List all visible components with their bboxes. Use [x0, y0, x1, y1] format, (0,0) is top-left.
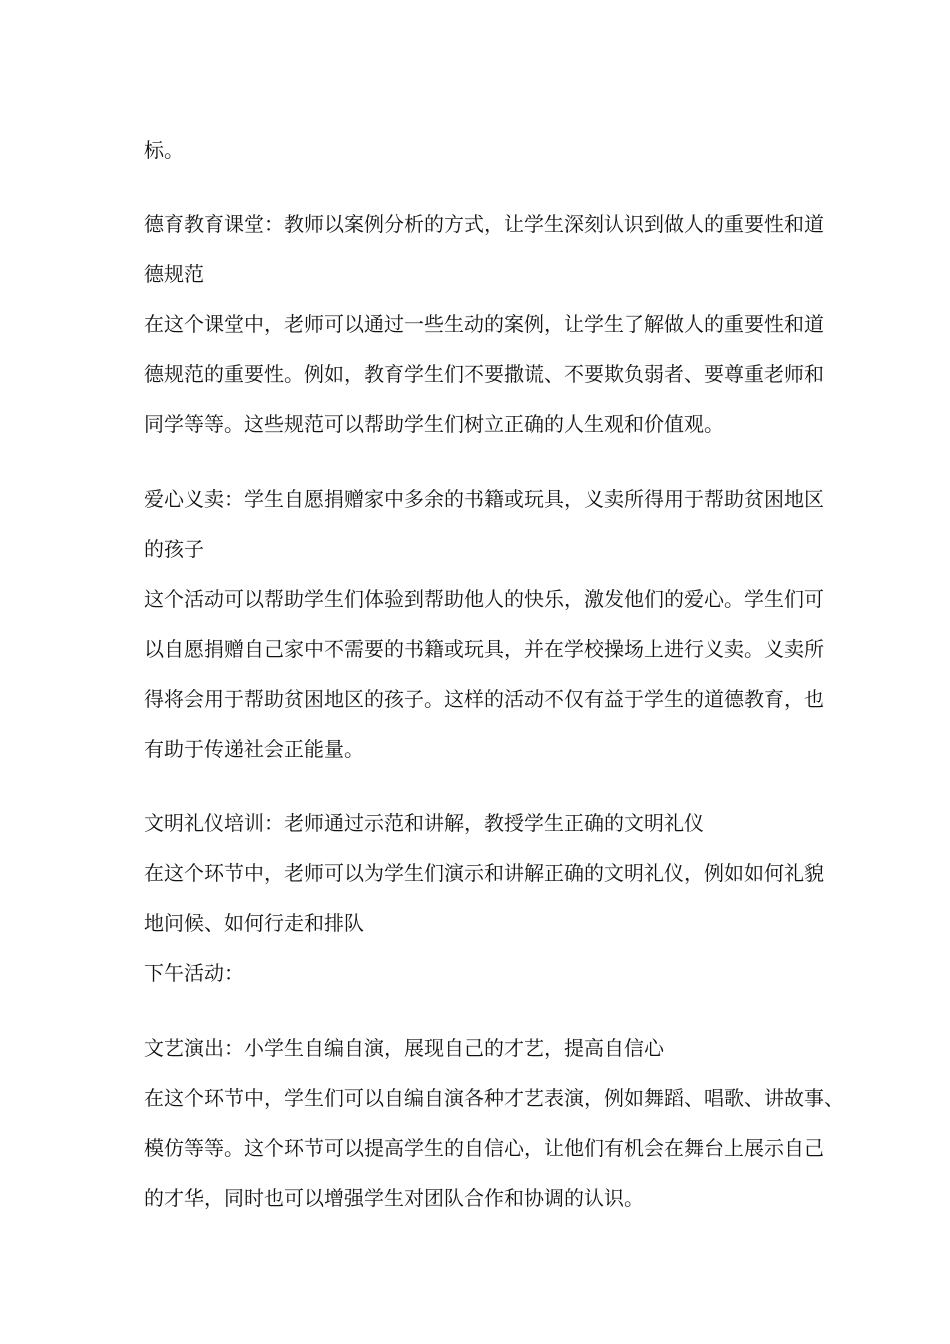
text-line: 在这个环节中，老师可以为学生们演示和讲解正确的文明礼仪，例如如何礼貌 — [144, 861, 824, 885]
text-line: 这个活动可以帮助学生们体验到帮助他人的快乐，激发他们的爱心。学生们可 — [144, 587, 824, 611]
text-line: 在这个课堂中，老师可以通过一些生动的案例，让学生了解做人的重要性和道 — [144, 312, 824, 336]
section-heading: 的孩子 — [144, 537, 204, 561]
section-heading: 文明礼仪培训：老师通过示范和讲解，教授学生正确的文明礼仪 — [144, 811, 704, 835]
section-heading: 爱心义卖：学生自愿捐赠家中多余的书籍或玩具，义卖所得用于帮助贫困地区 — [144, 487, 824, 511]
text-line: 得将会用于帮助贫困地区的孩子。这样的活动不仅有益于学生的道德教育，也 — [144, 687, 824, 711]
text-line: 的才华，同时也可以增强学生对团队合作和协调的认识。 — [144, 1186, 644, 1210]
text-line: 地问候、如何行走和排队 — [144, 911, 364, 935]
section-heading: 德育教育课堂：教师以案例分析的方式，让学生深刻认识到做人的重要性和道 — [144, 212, 824, 236]
text-line: 模仿等等。这个环节可以提高学生的自信心，让他们有机会在舞台上展示自己 — [144, 1136, 824, 1160]
text-line: 在这个环节中，学生们可以自编自演各种才艺表演，例如舞蹈、唱歌、讲故事、 — [144, 1086, 844, 1110]
text-line: 同学等等。这些规范可以帮助学生们树立正确的人生观和价值观。 — [144, 412, 724, 436]
text-line: 有助于传递社会正能量。 — [144, 737, 364, 761]
text-line: 标。 — [144, 138, 184, 162]
section-heading: 德规范 — [144, 262, 204, 286]
text-line: 以自愿捐赠自己家中不需要的书籍或玩具，并在学校操场上进行义卖。义卖所 — [144, 637, 824, 661]
section-heading: 文艺演出：小学生自编自演，展现自己的才艺，提高自信心 — [144, 1036, 664, 1060]
text-line: 德规范的重要性。例如，教育学生们不要撒谎、不要欺负弱者、要尊重老师和 — [144, 362, 824, 386]
section-heading: 下午活动： — [144, 961, 244, 985]
